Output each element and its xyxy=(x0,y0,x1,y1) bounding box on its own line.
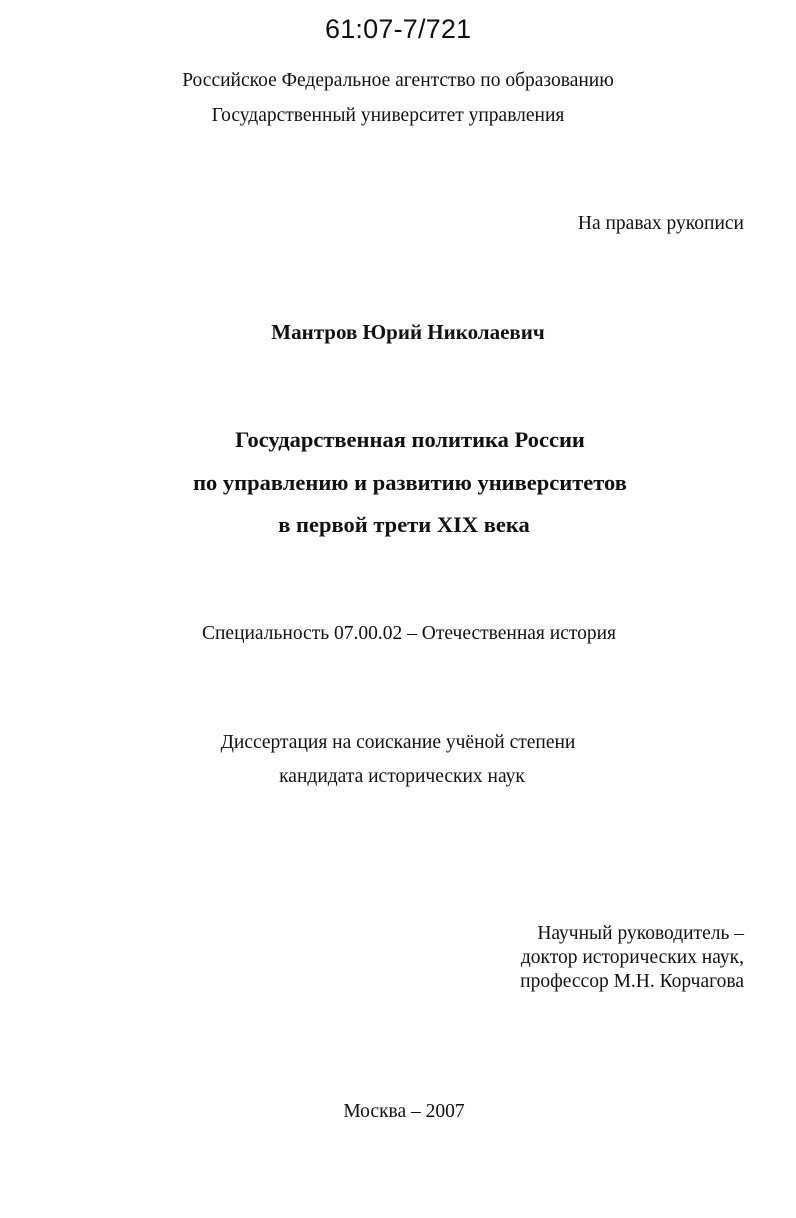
author-name: Мантров Юрий Николаевич xyxy=(271,320,545,344)
dissertation-line-2: кандидата исторических наук xyxy=(279,766,525,787)
dissertation-line-1: Диссертация на соискание учёной степени xyxy=(220,732,576,753)
supervisor-line-3: профессор М.Н. Корчагова xyxy=(520,971,744,992)
supervisor-line-1: Научный руководитель – xyxy=(537,923,744,944)
specialty-line: Специальность 07.00.02 – Отечественная история xyxy=(201,623,617,644)
university-name: Государственный университет управления xyxy=(211,105,565,126)
library-stamp-code: 61:07-7/721 xyxy=(325,14,472,44)
agency-name: Российское Федеральное агентство по образованию xyxy=(182,70,614,91)
title-line-3: в первой трети XIX века xyxy=(278,512,530,537)
manuscript-rights-note: На правах рукописи xyxy=(577,213,744,234)
title-line-2: по управлению и развитию университетов xyxy=(193,470,627,495)
city-year: Москва – 2007 xyxy=(343,1101,465,1122)
title-line-1: Государственная политика России xyxy=(235,427,585,452)
supervisor-line-2: доктор исторических наук, xyxy=(520,947,744,968)
